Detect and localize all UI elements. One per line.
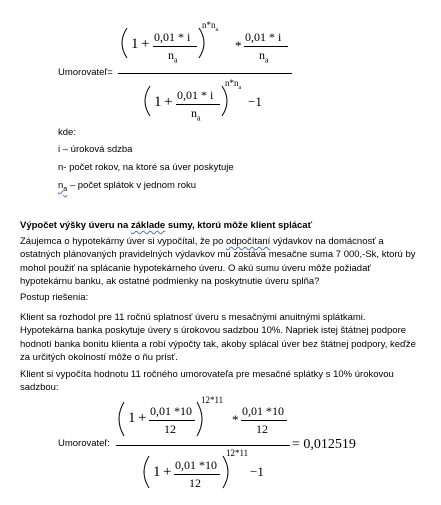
formula-2-result: = 0,012519 — [292, 437, 356, 452]
formula-1-rate-den-2: $n_a$ — [259, 48, 269, 65]
formula-2-den-rate-den: 12 — [189, 476, 201, 490]
formula-1-one: 1 — [131, 36, 139, 52]
formula-1-times: * — [235, 38, 242, 53]
formula-2-rate-num: 0,01 *10 — [150, 404, 192, 418]
formula-1-rate-num: 0,01 * i — [154, 30, 191, 44]
section-heading: Výpočet výšky úveru na základe sumy, ktorú môže klient splácať — [20, 220, 313, 231]
paragraph-3: Klient sa rozhodol pre 11 ročnú splatnosť úveru s mesačnými anuitnými splátkami. Hypotekárna banka poskytuje úvery s úrokovou sadzbou 10%. Napriek istej štátnej podpore hodnotí banka bonitu klienta a robí výpočty tak, akoby splácal úver bez štátnej podpory, keďže za určitých okolností môže o ňu prísť. — [20, 312, 416, 363]
formula-2-den-one: 1 — [153, 464, 161, 480]
formula-1-plus: + — [141, 36, 150, 52]
formula-2-rate-den-2: 12 — [256, 422, 268, 436]
formula-2-rate-num-2: 0,01 *10 — [242, 404, 284, 418]
formula-1-exponent: $n*n_a$ — [202, 20, 219, 33]
formula-1-label: Umorovateľ= — [58, 67, 113, 78]
formula-1-den-one: 1 — [154, 94, 162, 110]
formula-2-label: Umorovateľ: — [58, 438, 110, 449]
formula-1-rate-num-2: 0,01 * i — [245, 30, 282, 44]
formula-2-den-plus: + — [163, 464, 172, 480]
formula-2-one: 1 — [128, 410, 136, 426]
formula-2-plus: + — [138, 410, 147, 426]
formula-2-fraction-line — [149, 420, 195, 421]
legend-line-na: $n_a$ – počet splátok v jednom roku — [58, 180, 197, 193]
formula-1-minus-one: −1 — [248, 94, 262, 109]
legend-line-n: n- počet rokov, na ktoré sa úver poskytuje — [58, 162, 234, 173]
paragraph-4: Klient si vypočíta hodnotu 11 ročného umorovateľa pre mesačné splátky s 10% úrokovou sadzbou: — [20, 369, 394, 394]
formula-2-rate-den: 12 — [164, 422, 176, 436]
formula-2-main-bar — [116, 445, 290, 446]
paragraph-2: Postup riešenia: — [20, 292, 89, 303]
formula-1-den-rate-num: 0,01 * i — [177, 88, 214, 102]
formula-2-den-rate-num: 0,01 *10 — [175, 458, 217, 472]
paragraph-1: Záujemca o hypotekárny úver si vypočítal, že po odpočítaní výdavkov na domácnosť a ostatných plánovaných pravidelných výdavkov mu zostáva mesačne suma 7 000,-Sk, ktorú by mohol použiť na splácanie hypotekárneho úveru. O akú sumu úveru môže požiadať hypotekárnu banku, ak ostatné podmienky na poskytnutie úveru splňa? — [20, 236, 416, 287]
formula-1-den-exponent: $n*n_a$ — [225, 78, 242, 91]
formula-2-exponent: 12*11 — [201, 395, 224, 405]
formula-2-den-fraction-line — [174, 474, 220, 475]
formula-2-minus-one: −1 — [250, 464, 264, 479]
formula-1-den-rate-den: $n_a$ — [191, 106, 201, 123]
formula-2-fraction-line-2 — [241, 420, 287, 421]
legend-kde: kde: — [58, 127, 76, 138]
formula-2-times: * — [232, 412, 239, 427]
formula-1-rate-den: $n_a$ — [168, 48, 178, 65]
legend-line-i: i – úroková sdzba — [58, 144, 133, 155]
formula-1-den-plus: + — [164, 94, 173, 110]
formula-2-den-exponent: 12*11 — [226, 448, 249, 458]
